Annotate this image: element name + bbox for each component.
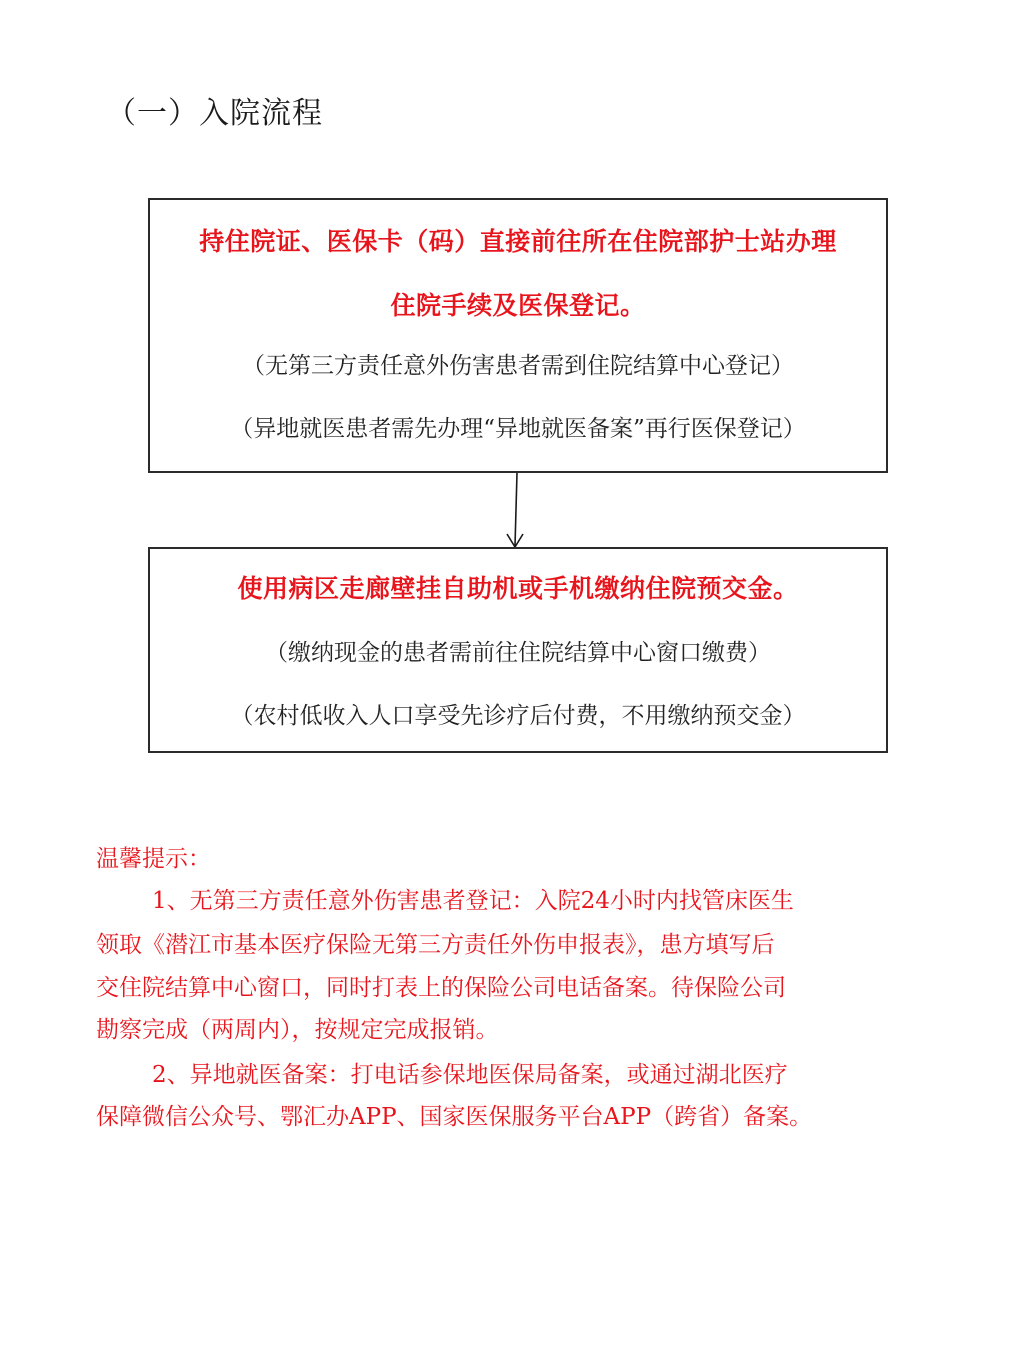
tip-paragraph-line: 交住院结算中心窗口，同时打表上的保险公司电话备案。待保险公司 (96, 975, 786, 1001)
flow-step-deposit-box (148, 547, 888, 753)
deposit-instruction-line: 使用病区走廊壁挂自助机或手机缴纳住院预交金。 (237, 574, 799, 603)
admission-note-remote-medical: （异地就医患者需先办理“异地就医备案”再行医保登记） (230, 416, 806, 442)
tip-paragraph-line: 2、异地就医备案：打电话参保地医保局备案，或通过湖北医疗 (152, 1062, 788, 1088)
admission-note-third-party: （无第三方责任意外伤害患者需到住院结算中心登记） (242, 353, 794, 379)
tip-paragraph-line: 1、无第三方责任意外伤害患者登记：入院24小时内找管床医生 (152, 888, 794, 914)
flow-arrow-line (515, 473, 517, 546)
deposit-note-low-income: （农村低收入人口享受先诊疗后付费，不用缴纳预交金） (230, 703, 806, 729)
admission-instruction-line-2: 住院手续及医保登记。 (390, 291, 646, 320)
tip-paragraph-line: 勘察完成（两周内），按规定完成报销。 (96, 1017, 499, 1043)
flow-arrow-head (507, 534, 523, 547)
tip-paragraph-line: 保障微信公众号、鄂汇办APP、国家医保服务平台APP（跨省）备案。 (96, 1104, 813, 1130)
tip-paragraph-line: 领取《潜江市基本医疗保险无第三方责任外伤申报表》，患方填写后 (96, 932, 775, 958)
deposit-note-cash: （缴纳现金的患者需前往住院结算中心窗口缴费） (265, 640, 771, 666)
warm-tips-heading: 温馨提示： (96, 846, 211, 872)
section-title: （一）入院流程 (106, 96, 323, 131)
admission-instruction-line-1: 持住院证、医保卡（码）直接前往所在住院部护士站办理 (199, 227, 837, 256)
flow-step-admission-box (148, 198, 888, 473)
